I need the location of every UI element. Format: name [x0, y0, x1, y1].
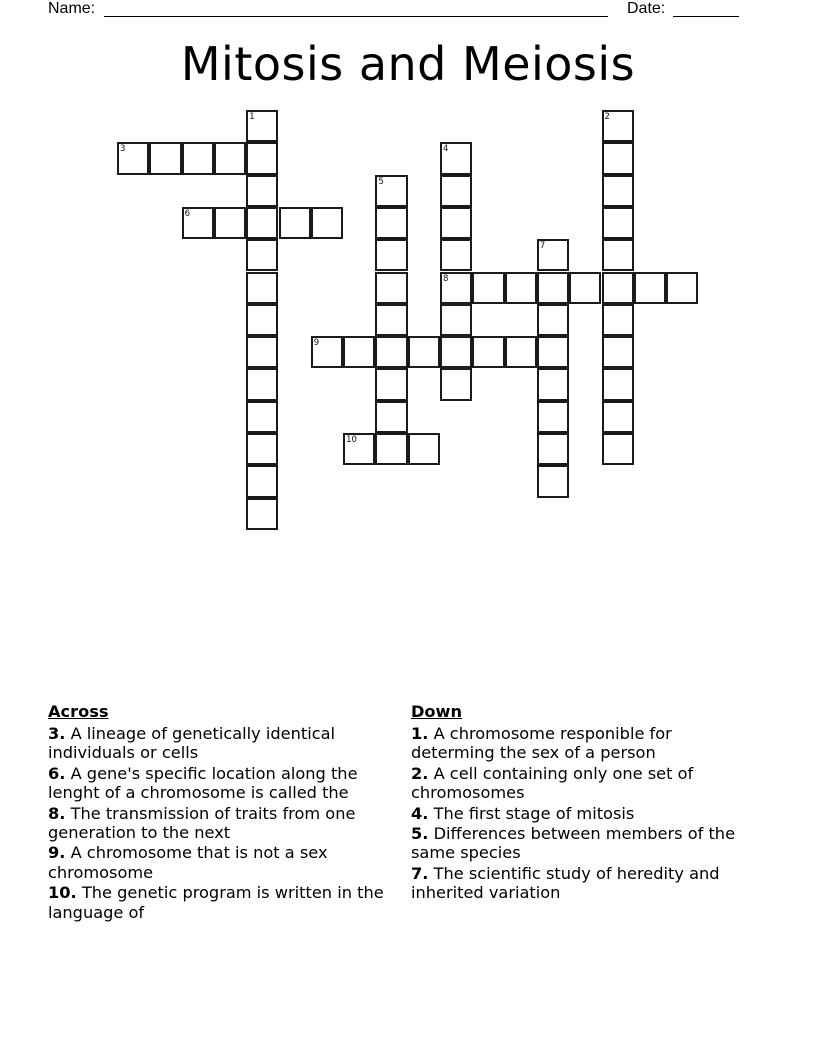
crossword-cell[interactable] [246, 433, 278, 465]
name-label: Name: [48, 0, 96, 17]
page-title: Mitosis and Meiosis [180, 37, 636, 91]
crossword-cell[interactable] [440, 272, 472, 304]
crossword-cell[interactable] [246, 465, 278, 497]
crossword-cell[interactable] [214, 142, 246, 174]
crossword-cell[interactable] [246, 272, 278, 304]
crossword-cell[interactable] [375, 336, 407, 368]
clue-down-4: 4. The first stage of mitosis [411, 803, 635, 823]
crossword-cell[interactable] [440, 142, 472, 174]
crossword-cell[interactable] [343, 336, 375, 368]
clue-number: 2 [604, 112, 610, 122]
crossword-cell[interactable] [246, 304, 278, 336]
crossword-cell[interactable] [666, 272, 698, 304]
clue-down-1: 1. A chromosome responible for determing the sex of a person [411, 724, 672, 763]
crossword-cell[interactable] [375, 207, 407, 239]
crossword-cell[interactable] [602, 175, 634, 207]
crossword-cell[interactable] [472, 336, 504, 368]
clue-number: 8 [443, 273, 449, 284]
crossword-cell[interactable] [537, 272, 569, 304]
clue-across-10: 10. The genetic program is written in the language of [48, 883, 384, 922]
crossword-cell[interactable] [505, 272, 537, 304]
crossword-cell[interactable] [246, 207, 278, 239]
crossword-cell[interactable] [311, 207, 343, 239]
crossword-cell[interactable] [440, 239, 472, 271]
clue-number: 1 [249, 112, 255, 122]
crossword-cell[interactable] [279, 207, 311, 239]
clue-down-2: 2. A cell containing only one set of chromosomes [411, 763, 694, 803]
crossword-cell[interactable] [408, 433, 440, 465]
crossword-cell[interactable] [246, 142, 278, 174]
clue-across-6: 6. A gene's specific location along the lenght of a chromosome is called the [48, 763, 358, 803]
crossword-cell[interactable] [602, 239, 634, 271]
clue-number: 4 [443, 144, 449, 155]
crossword-cell[interactable] [375, 239, 407, 271]
crossword-cell[interactable] [602, 110, 634, 142]
crossword-cell[interactable] [408, 336, 440, 368]
crossword-cell[interactable] [537, 336, 569, 368]
crossword-cell[interactable] [537, 465, 569, 497]
crossword-cell[interactable] [440, 336, 472, 368]
crossword-cell[interactable] [537, 401, 569, 433]
down-heading: Down [411, 702, 463, 721]
date-label: Date: [627, 0, 666, 17]
crossword-cell[interactable] [375, 175, 407, 207]
crossword-cell[interactable] [375, 433, 407, 465]
clue-number: 10 [346, 435, 357, 445]
crossword-cell[interactable] [537, 368, 569, 400]
crossword-cell[interactable] [537, 304, 569, 336]
crossword-cell[interactable] [246, 110, 278, 142]
crossword-cell[interactable] [472, 272, 504, 304]
crossword-cell[interactable] [602, 304, 634, 336]
crossword-cell[interactable] [375, 368, 407, 400]
clue-across-8: 8. The transmission of traits from one generation to the next [48, 803, 356, 843]
crossword-cell[interactable] [375, 401, 407, 433]
crossword-cell[interactable] [602, 142, 634, 174]
clue-number: 5 [378, 176, 384, 187]
crossword-cell[interactable] [602, 433, 634, 465]
crossword-cell[interactable] [505, 336, 537, 368]
clue-down-5: 5. Differences between members of the same species [411, 824, 736, 863]
crossword-cell[interactable] [246, 239, 278, 271]
crossword-cell[interactable] [602, 336, 634, 368]
crossword-cell[interactable] [182, 207, 214, 239]
crossword-cell[interactable] [246, 175, 278, 207]
crossword-cell[interactable] [375, 304, 407, 336]
crossword-cell[interactable] [440, 207, 472, 239]
crossword-cell[interactable] [440, 368, 472, 400]
crossword-cell[interactable] [246, 498, 278, 530]
crossword-cell[interactable] [246, 368, 278, 400]
clue-across-3: 3. A lineage of genetically identical individuals or cells [48, 724, 336, 763]
crossword-cell[interactable] [149, 142, 181, 174]
clue-number: 7 [539, 241, 546, 252]
crossword-cell[interactable] [569, 272, 601, 304]
crossword-cell[interactable] [182, 142, 214, 174]
crossword-cell[interactable] [375, 272, 407, 304]
crossword-cell[interactable] [634, 272, 666, 304]
crossword-cell[interactable] [440, 304, 472, 336]
crossword-cell[interactable] [602, 368, 634, 400]
crossword-cell[interactable] [117, 142, 149, 174]
crossword-cell[interactable] [602, 207, 634, 239]
clue-number: 3 [120, 144, 126, 155]
crossword-cell[interactable] [246, 401, 278, 433]
down-clues [411, 702, 751, 904]
across-clues [48, 702, 398, 923]
crossword-cell[interactable] [440, 175, 472, 207]
crossword-cell[interactable] [343, 433, 375, 465]
clue-number: 9 [313, 338, 320, 349]
crossword-cell[interactable] [246, 336, 278, 368]
clue-down-7: 7. The scientific study of heredity and inherited variation [411, 863, 720, 903]
crossword-cell[interactable] [602, 272, 634, 304]
clue-number: 6 [184, 208, 191, 219]
crossword-cell[interactable] [214, 207, 246, 239]
crossword-cell[interactable] [602, 401, 634, 433]
across-heading: Across [48, 702, 109, 721]
clue-across-9: 9. A chromosome that is not a sex chromosome [48, 843, 328, 882]
crossword-cell[interactable] [311, 336, 343, 368]
crossword-cell[interactable] [537, 239, 569, 271]
crossword-cell[interactable] [537, 433, 569, 465]
